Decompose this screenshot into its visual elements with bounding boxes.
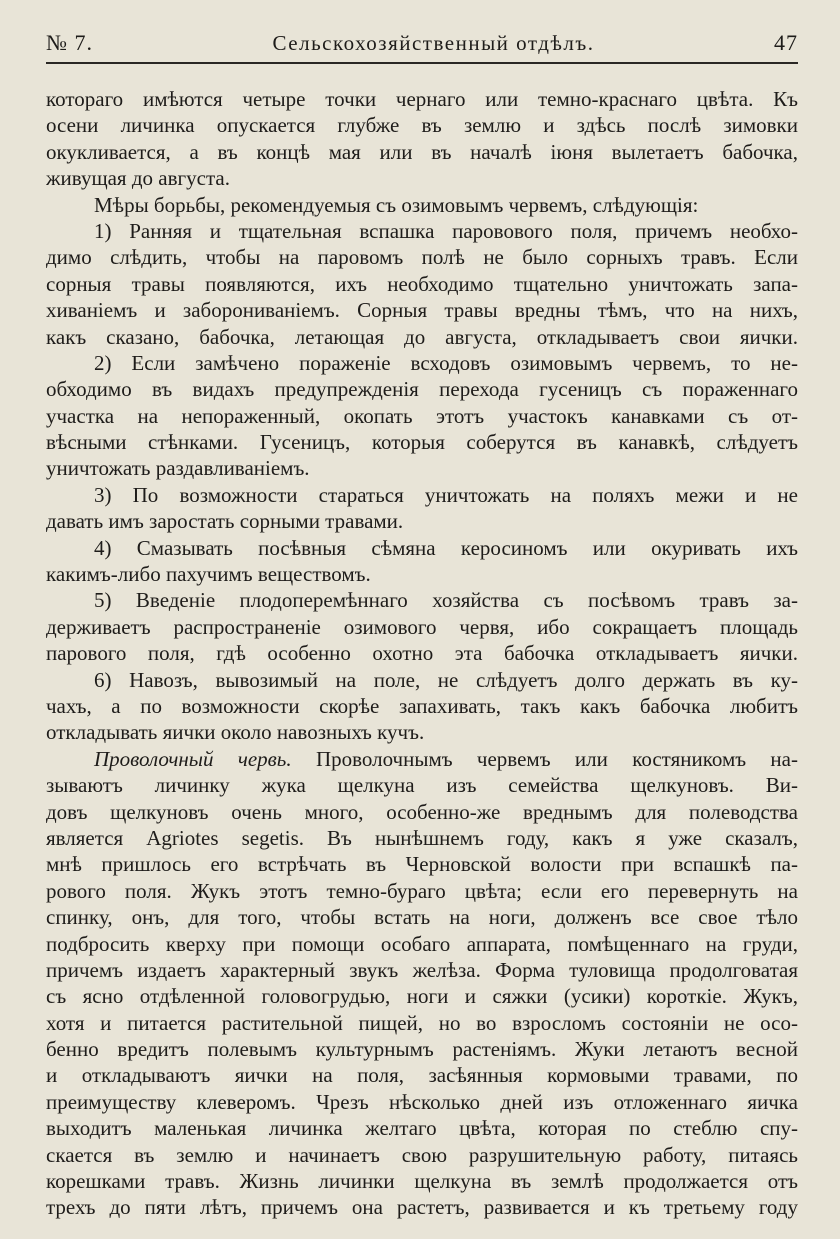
text-line: трехъ до пяти лѣтъ, причемъ она растетъ, развивается и къ третьему году [46, 1195, 798, 1220]
text-line: вѣсными стѣнками. Гусеницъ, которыя соберутся въ канавкѣ, слѣдуетъ [46, 430, 798, 455]
section-heading-italic: Проволочный червь. [94, 746, 292, 771]
text-line: обходимо въ видахъ предупрежденія перехода гусеницъ съ пораженнаго [46, 377, 798, 402]
text-line: участка на непораженный, окопать этотъ участокъ канавками съ от- [46, 403, 798, 428]
text-line: рового поля. Жукъ этотъ темно-бураго цвѣта; если его перевернуть на [46, 878, 798, 903]
section-title: Сельскохозяйственный отдѣлъ. [272, 31, 595, 55]
text-line: бенно вредитъ полевымъ культурнымъ растеніямъ. Жуки летаютъ весной [46, 1037, 798, 1062]
text-line: 6) Навозъ, вывозимый на поле, не слѣдуетъ долго держать въ ку- [94, 667, 798, 692]
text-line: осени личинка опускается глубже въ землю и здѣсь послѣ зимовки [46, 113, 798, 138]
text-line: какъ сказано, бабочка, летающая до августа, откладываетъ свои яички. [46, 324, 798, 349]
text-line: давать имъ заростать сорными травами. [46, 509, 404, 534]
text-line: съ ясно отдѣленной головогрудью, ноги и сяжки (усики) короткіе. Жукъ, [46, 984, 798, 1009]
text-line: и откладываютъ яички на поля, засѣянныя кормовыми травами, по [46, 1063, 798, 1088]
text-line: спинку, онъ, для того, чтобы встать на ноги, долженъ все свое тѣло [46, 905, 798, 930]
text-line: выходитъ маленькая личинка желтаго цвѣта, которая по стеблю спу- [46, 1116, 798, 1141]
text-line: парового поля, гдѣ особенно охотно эта бабочка откладываетъ яички. [46, 641, 798, 666]
text-line: является Agriotes segetis. Въ нынѣшнемъ году, какъ я уже сказалъ, [46, 825, 798, 850]
text-line: какимъ-либо пахучимъ веществомъ. [46, 562, 371, 587]
text-line: котораго имѣются четыре точки чернаго или темно-краснаго цвѣта. Къ [46, 87, 798, 111]
text-line: хиваніемъ и заборониваніемъ. Сорныя травы вредны тѣмъ, что на нихъ, [46, 298, 798, 323]
text-line: причемъ издаетъ характерный звукъ желѣза. Форма туловища продолговатая [46, 957, 798, 982]
text-line: димо слѣдить, чтобы на паровомъ полѣ не было сорныхъ травъ. Если [46, 245, 798, 270]
text-line: сорныя травы появляются, ихъ необходимо тщательно уничтожать запа- [46, 271, 798, 296]
page-header [46, 30, 798, 62]
text-line: уничтожать раздавливаніемъ. [46, 456, 310, 481]
text-line: живущая до августа. [46, 166, 230, 191]
text-line: 5) Введеніе плодоперемѣннаго хозяйства съ посѣвомъ травъ за- [94, 588, 798, 613]
text-line: держиваетъ распространеніе озимового червя, ибо сокращаетъ площадь [46, 614, 798, 639]
text-line: подбросить кверху при помощи особаго аппарата, помѣщеннаго на груди, [46, 931, 798, 956]
text-line: довъ щелкуновъ очень много, особенно-же вреднымъ для полеводства [46, 799, 798, 824]
issue-number: № 7. [46, 30, 93, 55]
text-line: скается въ землю и начинаетъ свою разрушительную работу, питаясь [46, 1142, 798, 1167]
header-rule [46, 62, 798, 64]
text-line: 2) Если замѣчено пораженіе всходовъ озимовымъ червемъ, то не- [94, 350, 798, 375]
text-line: 3) По возможности стараться уничтожать на поляхъ межи и не [94, 482, 798, 507]
text-line: откладывать яички около навозныхъ кучъ. [46, 720, 425, 745]
text-line: преимуществу клеверомъ. Чрезъ нѣсколько дней изъ отложеннаго яичка [46, 1089, 798, 1114]
text-line: зываютъ личинку жука щелкуна изъ семейства щелкуновъ. Ви- [46, 773, 798, 798]
text-line: Мѣры борьбы, рекомендуемыя съ озимовымъ червемъ, слѣдующія: [94, 192, 699, 217]
text-line: Проволочный червь. Проволочнымъ червемъ или костяникомъ на- [94, 746, 798, 771]
text-line: чахъ, а по возможности скорѣе запахивать, такъ какъ бабочка любитъ [46, 693, 798, 718]
text-line: 1) Ранняя и тщательная вспашка паровового поля, причемъ необхо- [94, 218, 798, 243]
text-line: хотя и питается растительной пищей, но во взросломъ состояніи не осо- [46, 1010, 798, 1035]
page-number: 47 [773, 30, 798, 55]
body-text [46, 86, 798, 1221]
text-line: окукливается, а въ концѣ мая или въ началѣ іюня вылетаетъ бабочка, [46, 139, 798, 164]
text-line: мнѣ пришлось его встрѣчать въ Черновской волости при вспашкѣ па- [46, 852, 798, 877]
text-line: 4) Смазывать посѣвныя сѣмяна керосиномъ или окуривать ихъ [94, 535, 798, 560]
text-line: корешками травъ. Жизнь личинки щелкуна въ землѣ продолжается отъ [46, 1169, 798, 1194]
